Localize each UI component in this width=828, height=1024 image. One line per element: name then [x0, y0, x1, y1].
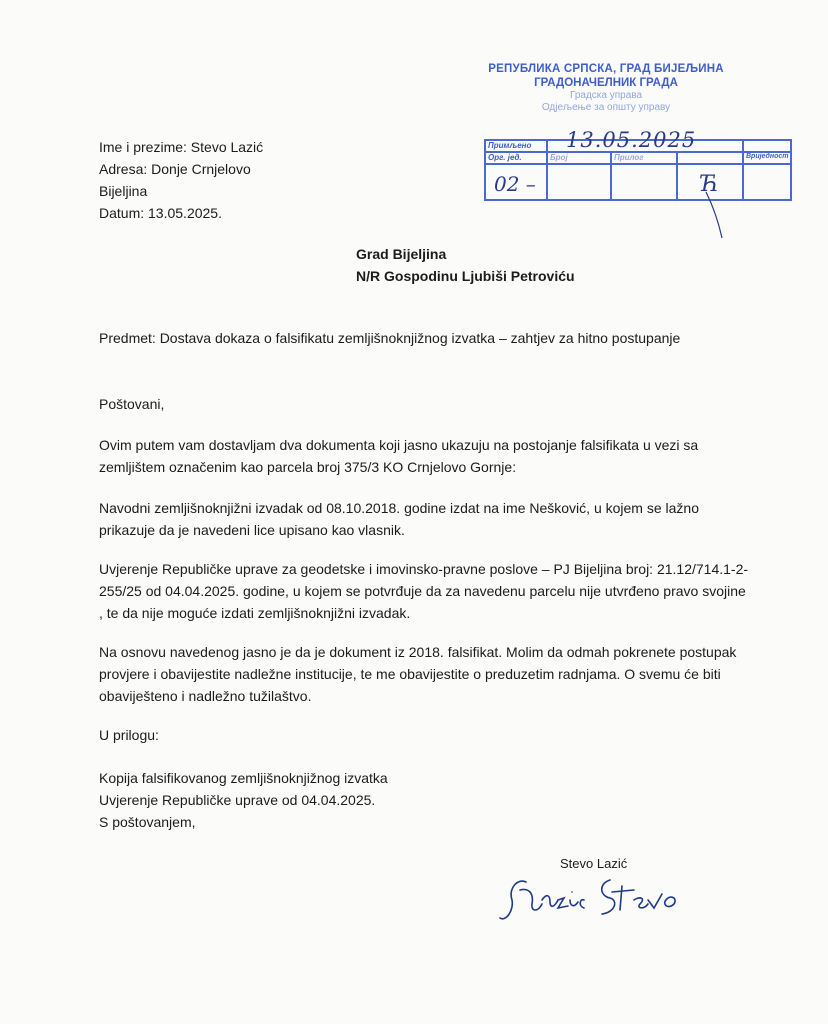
body-p1-line-2: zemljištem označenim kao parcela broj 375/3 KO Crnjelovo Gornje: — [99, 459, 517, 475]
body-p2-line-1: Navodni zemljišnoknjižni izvadak od 08.10.2018. godine izdat na ime Nešković, u kojem se lažno — [99, 500, 699, 516]
body-p4-line-3: obaviješteno i nadležno tužilaštvo. — [99, 688, 312, 704]
stamp-line-3: Градска управа — [569, 90, 643, 101]
stamp-pen-stroke — [700, 190, 730, 242]
body-p2-line-2: prikazuje da je navedeni lice upisano kao vlasnik. — [99, 522, 405, 538]
stamp-line-1: РЕПУБЛИКА СРПСКА, ГРАД БИЈЕЉИНА — [488, 63, 724, 75]
body-p3-line-1: Uvjerenje Republičke uprave za geodetske i imovinsko-pravne poslove – PJ Bijeljina broj: 21.12/714.1-2- — [99, 561, 749, 577]
stamp-line-2: ГРАДОНАЧЕЛНИК ГРАДА — [534, 77, 678, 89]
closing-line: S poštovanjem, — [99, 814, 196, 830]
body-p4-line-2: provjere i obavijestite nadležne institucije, te me obavijestite o preduzetim radnjama. O svemu će biti — [99, 666, 721, 682]
letter-date: Datum: 13.05.2025. — [99, 205, 222, 221]
attachment-item-2: Uvjerenje Republičke uprave od 04.04.2025. — [99, 792, 376, 808]
stamp-value-cell — [743, 164, 791, 200]
sender-address: Adresa: Donje Crnjelovo — [99, 161, 251, 177]
sender-city: Bijeljina — [99, 183, 148, 199]
subject-line: Predmet: Dostava dokaza o falsifikatu zemljišnoknjižnog izvatka – zahtjev za hitno postupanje — [99, 330, 681, 346]
stamp-handwritten-org-unit: 02 – — [494, 172, 536, 196]
greeting: Poštovani, — [99, 396, 165, 412]
stamp-line-4: Одјељење за општу управу — [541, 102, 671, 113]
stamp-attachment-label: Прилог — [611, 152, 677, 164]
body-p3-line-3: , te da nije moguće izdati zemljišnoknjižni izvadak. — [99, 605, 411, 621]
body-p4-line-1: Na osnovu navedenog jasno je da je dokument iz 2018. falsifikat. Molim da odmah pokrenete postupak — [99, 644, 737, 660]
stamp-org-unit-label: Орг. јед. — [485, 152, 547, 164]
recipient-line-1: Grad Bijeljina — [356, 246, 447, 262]
recipient-line-2: N/R Gospodinu Ljubiši Petroviću — [356, 268, 575, 284]
sender-name: Ime i prezime: Stevo Lazić — [99, 139, 264, 155]
attachments-heading: U prilogu: — [99, 727, 159, 743]
body-p3-line-2: 255/25 od 04.04.2025. godine, u kojem se potvrđuje da za navedenu parcelu nije utvrđeno pravo svojine — [99, 583, 746, 599]
stamp-spacer — [743, 140, 791, 152]
signature-printed-name: Stevo Lazić — [560, 856, 628, 871]
stamp-blank-label — [677, 152, 743, 164]
handwritten-signature — [498, 870, 698, 930]
stamp-value-label: Вриједност — [743, 152, 791, 164]
stamp-number-cell — [547, 164, 611, 200]
registry-stamp — [476, 62, 736, 114]
stamp-received-label: Примљено — [485, 140, 547, 152]
attachment-item-1: Kopija falsifikovanog zemljišnoknjižnog izvatka — [99, 770, 388, 786]
stamp-number-label: Број — [547, 152, 611, 164]
body-p1-line-1: Ovim putem vam dostavljam dva dokumenta koji jasno ukazuju na postojanje falsifikata u vezi sa — [99, 437, 699, 453]
stamp-handwritten-mark: Ћ — [700, 172, 720, 197]
stamp-handwritten-date: 13.05.2025 — [566, 128, 697, 152]
stamp-attachment-cell — [611, 164, 677, 200]
